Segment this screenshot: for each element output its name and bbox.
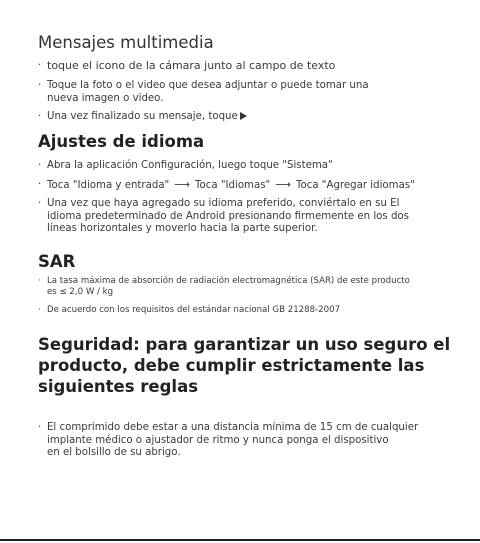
- heading-line: siguientes reglas: [38, 377, 199, 396]
- list-item: [38, 160, 468, 173]
- step-text: Toca "Agregar idiomas": [296, 180, 415, 191]
- item-text: toque el icono de la cámara junto al campo de texto: [47, 59, 336, 72]
- footer-divider: [0, 539, 480, 541]
- item-text: Abra la aplicación Configuración, luego toque "Sistema": [47, 160, 333, 171]
- item-text: [47, 276, 468, 298]
- text-line: La tasa máxima de absorción de radiación electromagnética (SAR) de este producto: [47, 276, 410, 286]
- step-text: Toca "Idioma y entrada": [47, 180, 170, 191]
- item-text: De acuerdo con los requisitos del estándar nacional GB 21288-2007: [47, 305, 341, 315]
- bullet: ·: [38, 179, 42, 190]
- arrow-icon: ⟶: [275, 178, 291, 191]
- heading-line: producto, debe cumplir estrictamente las: [38, 356, 425, 375]
- item-text: [47, 179, 468, 193]
- list-item: [38, 422, 468, 460]
- text-line: Una vez que haya agregado su idioma preferido, conviértalo en su El: [47, 198, 400, 209]
- item-text: [47, 80, 468, 105]
- text-line: idioma predeterminado de Android presionando firmemente en los dos: [47, 210, 409, 222]
- heading-safety: [38, 334, 450, 397]
- list-item: [38, 111, 468, 124]
- item-text: [47, 111, 468, 124]
- list-item: [38, 60, 468, 73]
- bullet: ·: [38, 198, 42, 209]
- text-line: El comprimido debe estar a una distancia mínima de 15 cm de cualquier: [47, 422, 419, 433]
- bullet: ·: [38, 305, 41, 315]
- item-text: [47, 422, 468, 460]
- step-text: Toca "Idiomas": [195, 180, 271, 191]
- bullet: ·: [38, 111, 42, 122]
- text-line: nueva imagen o video.: [47, 92, 164, 104]
- list-item: [38, 305, 468, 316]
- list-item: [38, 80, 468, 105]
- text-line: implante médico o ajustador de ritmo y nunca ponga el dispositivo: [47, 434, 389, 446]
- bullet: ·: [38, 80, 42, 91]
- bullet: ·: [38, 60, 42, 71]
- bullet: ·: [38, 160, 42, 171]
- bullet: ·: [38, 422, 42, 433]
- bullet: ·: [38, 276, 41, 286]
- heading-mms: Mensajes multimedia: [38, 33, 214, 52]
- list-item: [38, 179, 468, 193]
- list-item: [38, 198, 468, 236]
- arrow-icon: ⟶: [174, 178, 191, 191]
- send-icon: [240, 112, 247, 120]
- heading-language: Ajustes de idioma: [38, 132, 205, 151]
- heading-sar: SAR: [38, 252, 76, 271]
- item-text: [47, 198, 468, 236]
- list-item: [38, 276, 468, 298]
- text-line: es ≤ 2,0 W / kg: [47, 287, 114, 297]
- heading-line: Seguridad: para garantizar un uso seguro el: [38, 335, 451, 354]
- text-line: Una vez finalizado su mensaje, toque: [47, 111, 238, 122]
- text-line: en el bolsillo de su abrigo.: [47, 447, 181, 459]
- text-line: Toque la foto o el video que desea adjuntar o puede tomar una: [47, 80, 369, 91]
- text-line: líneas horizontales y moverlo hacia la parte superior.: [47, 223, 318, 235]
